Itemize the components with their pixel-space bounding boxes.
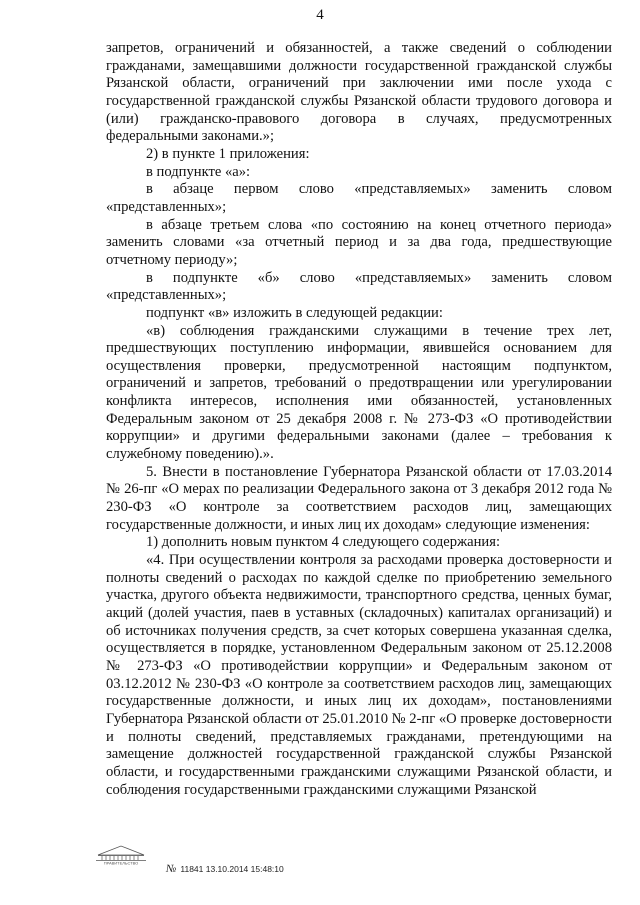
paragraph: «4. При осуществлении контроля за расходами проверка достоверности и полноты сведений о расходах по каждой сделке по приобретению земельного участка, другого объекта недвижимости, транспортного средства, ценных бумаг, акций (долей участия, паев в уставных (складочных) капиталах организаций) и об источниках получения средств, за счет которых совершена указанная сделка, осуществляется в порядке, установленном Федеральным законом от 25.12.2008 № 273-ФЗ «О противодействии коррупции» и Федеральным законом от 03.12.2012 № 230-ФЗ «О контроле за соответствием расходов лиц, замещающих государственные должности, и иных лиц их доходам», постановлениями Губернатора Рязанской области от 25.01.2010 № 2-пг «О проверке достоверности и полноты сведений, представляемых гражданами, претендующими на замещение должностей государственной гражданской службы Рязанской области, и государственными гражданскими служащими Рязанской области, и соблюдения государственными гражданскими служащими Рязанской xyxy=(106,552,612,798)
paragraph: запретов, ограничений и обязанностей, а также сведений о соблюдении гражданами, замещавшими должности государственной гражданской службы Рязанской области, ограничений при заключении ими после ухода с государственной гражданской службы Рязанской области трудового договора и (или) гражданско-правового договора в случаях, предусмотренных федеральными законами.»; xyxy=(106,40,612,145)
registration-stamp xyxy=(166,864,284,874)
document-body xyxy=(106,40,612,799)
paragraph: 1) дополнить новым пунктом 4 следующего содержания: xyxy=(146,534,501,551)
paragraph: подпункт «в» изложить в следующей редакции: xyxy=(146,304,443,321)
government-logo-icon xyxy=(90,843,152,865)
paragraph: «в) соблюдения гражданскими служащими в течение трех лет, предшествующих поступлению информации, явившейся основанием для осуществления проверки, предусмотренной настоящим подпунктом, ограничений и запретов, требований о предотвращении или урегулировании конфликта интересов, исполнения ими обязанностей, установленных Федеральным законом от 25 декабря 2008 г. № 273-ФЗ «О противодействии коррупции» и другими федеральными законами (далее – требования к служебному поведению).». xyxy=(106,322,612,463)
page-number: 4 xyxy=(316,7,324,23)
paragraph: в подпункте «б» слово «представляемых» заменить словом «представленных»; xyxy=(106,269,612,304)
paragraph: в абзаце первом слово «представляемых» заменить словом «представленных»; xyxy=(106,181,612,215)
registration-number-datetime: 11841 13.10.2014 15:48:10 xyxy=(180,864,284,874)
paragraph: 5. Внести в постановление Губернатора Рязанской области от 17.03.2014 № 26-пг «О мерах по реализации Федерального закона от 3 декабря 2012 года № 230-ФЗ «О контроле за соответствием расходов лиц, замещающих государственные должности, и иных лиц их доходам» следующие изменения: xyxy=(106,463,612,533)
logo-text: ПРАВИТЕЛЬСТВО xyxy=(103,860,139,865)
number-sign: № xyxy=(166,863,177,875)
paragraph: 2) в пункте 1 приложения: xyxy=(146,145,310,162)
paragraph: в абзаце третьем слова «по состоянию на конец отчетного периода» заменить словами «за отчетный период и за два года, предшествующие отчетному периоду»; xyxy=(106,216,612,268)
paragraph: в подпункте «а»: xyxy=(146,163,251,180)
